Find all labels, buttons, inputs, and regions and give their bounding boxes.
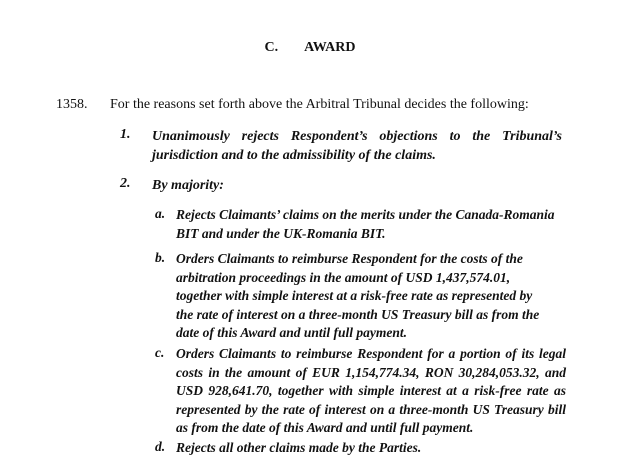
item-text-2: By majority:: [152, 178, 224, 193]
subitem-text-d: Rejects all other claims made by the Parties.: [176, 440, 422, 455]
section-title: AWARD: [304, 40, 356, 55]
subitem-letter-d: d.: [155, 439, 166, 454]
paragraph-intro: For the reasons set forth above the Arbitral Tribunal decides the following:: [110, 97, 529, 112]
item-number-1: 1.: [120, 127, 131, 142]
subitem-letter-a: a.: [155, 206, 166, 221]
subitem-letter-b: b.: [155, 250, 166, 265]
subitem-text-b: Orders Claimants to reimburse Respondent for the costs of the arbitration proceedings in the amount of USD 1,437,574.01, together with simple interest at a risk-free rate as represented by the rate of interest on a three-month US Treasury bill as from the date of this Award and until full payment.: [176, 251, 540, 340]
subitem-letter-c: c.: [155, 345, 165, 360]
item-text-1: Unanimously rejects Respondent’s objections to the Tribunal’s jurisdiction and to the admissibility of the claims.: [152, 129, 562, 163]
section-heading: [0, 40, 620, 56]
subitem-text-c: Orders Claimants to reimburse Respondent for a portion of its legal costs in the amount of EUR 1,154,774.34, RON 30,284,053.32, and USD 928,641.70, together with simple interest at a risk-free rate as represented by the rate of interest on a three-month US Treasury bill as from the date of this Award and until full payment.: [176, 346, 566, 435]
section-number: C.: [264, 40, 279, 55]
paragraph-number: 1358.: [56, 97, 88, 112]
subitem-text-a: Rejects Claimants’ claims on the merits under the Canada-Romania BIT and under the UK-Romania BIT.: [176, 207, 555, 241]
item-number-2: 2.: [120, 176, 131, 191]
